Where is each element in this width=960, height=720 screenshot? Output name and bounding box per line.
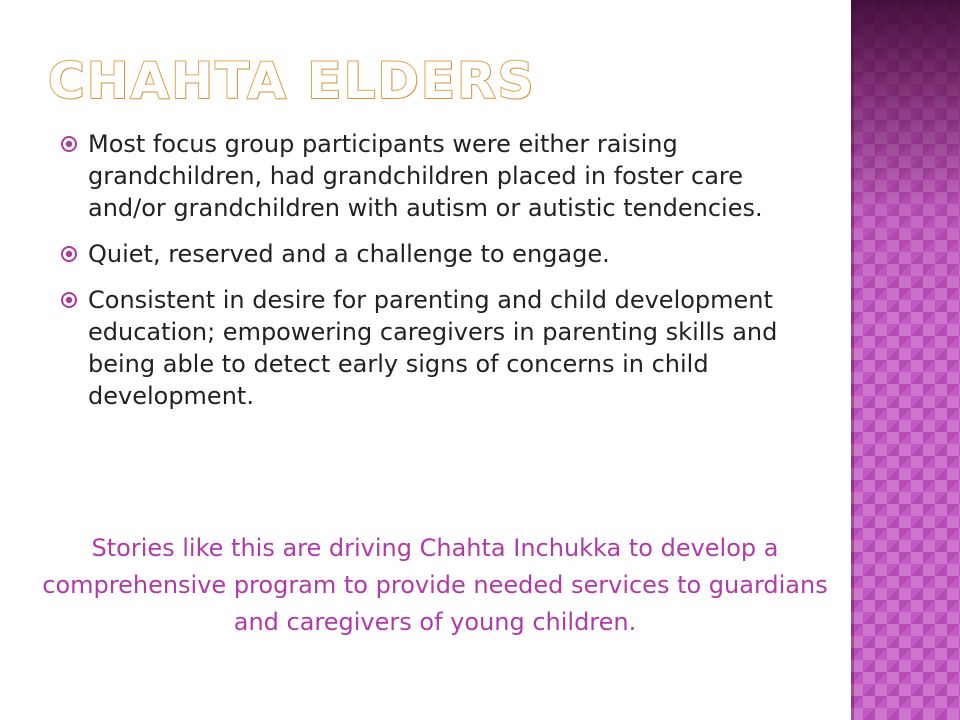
slide-title: CHAHTA ELDERS bbox=[48, 52, 536, 110]
bullet-text: Most focus group participants were either raising grandchildren, had grandchildren placed in foster care and/or grandchildren with autism or autistic tendencies. bbox=[88, 130, 763, 222]
bullet-list bbox=[60, 128, 820, 426]
closing-statement: Stories like this are driving Chahta Inchukka to develop a comprehensive program to provide needed services to guardians and caregivers of young children. bbox=[42, 534, 828, 636]
bullet-item bbox=[60, 128, 820, 224]
bullet-item bbox=[60, 238, 820, 270]
circled-dot-icon bbox=[60, 135, 78, 153]
bullet-item bbox=[60, 284, 820, 412]
bullet-text: Consistent in desire for parenting and child development education; empowering caregivers in parenting skills and being able to detect early signs of concerns in child development. bbox=[88, 286, 778, 410]
circled-dot-icon bbox=[60, 291, 78, 309]
decorative-side-panel bbox=[851, 0, 960, 720]
bullet-text: Quiet, reserved and a challenge to engage. bbox=[88, 240, 610, 268]
side-panel-edge bbox=[851, 0, 854, 720]
circled-dot-icon bbox=[60, 245, 78, 263]
